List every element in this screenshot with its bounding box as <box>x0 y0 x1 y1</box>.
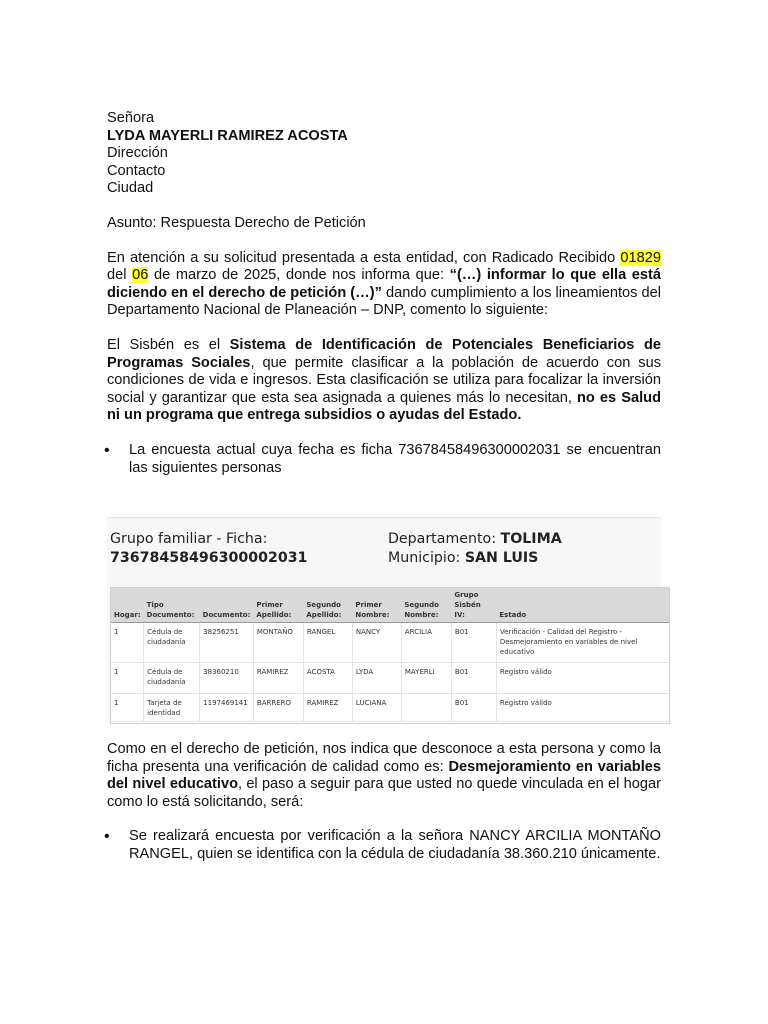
salutation: Señora <box>107 110 155 126</box>
household-table-image <box>107 517 661 724</box>
request-quote: “(…) informar lo que ella está diciendo en el derecho de petición (…)” <box>107 267 662 301</box>
bullet-icon: • <box>104 828 110 846</box>
radicado-number: 01829 <box>620 249 661 266</box>
table-row: 1 Cédula de ciudadanía 38256251 MONTAÑO RANGEL NANCY ARCILIA B01 Verificación - Calidad del Registro - Desmejoramiento en variables de nivel educativo <box>111 623 669 663</box>
letter-body-continued <box>104 741 662 864</box>
contact-line: Contacto <box>107 162 166 179</box>
address-line: Dirección <box>107 145 168 162</box>
subject-line: Asunto: Respuesta Derecho de Petición <box>107 214 366 231</box>
table-row: 1 Cédula de ciudadanía 38360210 RAMIREZ ACOSTA LYDA MAYERLI B01 Registro válido <box>111 663 669 694</box>
ficha-number: 73678458496300002031 <box>110 550 308 566</box>
location-header: Departamento: TOLIMA Municipio: SAN LUIS <box>388 531 562 566</box>
paragraph-request: En atención a su solicitud presentada a esta entidad, con Radicado Recibido 01829 del 06 de marzo de 2025, donde nos informa que: “(…) informar lo que ella está diciendo en el derecho de petición (…)” dando cumplimiento a los lineamientos del Departamento Nacional de Planeación – DNP, comento lo siguiente: <box>107 249 662 319</box>
household-table <box>110 587 670 724</box>
column-header: Estado <box>496 588 669 623</box>
column-header: Primer Nombre: <box>352 588 401 623</box>
bullet-survey: • La encuesta actual cuya fecha es ficha 73678458496300002031 se encuentran las siguientes personas <box>104 441 661 476</box>
city-line: Ciudad <box>107 180 154 197</box>
column-header: Tipo Documento: <box>144 588 200 623</box>
bullet-verification: • Se realizará encuesta por verificación a la señora NANCY ARCILIA MONTAÑO RANGEL, quien se identifica con la cédula de ciudadanía 38.360.210 únicamente. <box>104 828 661 862</box>
paragraph-sisben: El Sisbén es el Sistema de Identificación de Potenciales Beneficiarios de Programas Sociales, que permite clasificar a la población de acuerdo con sus condiciones de vida e ingresos. Esta clasificación se utiliza para focalizar la inversión social y garantizar que esta sea asignada a quienes más lo necesitan, no es Salud ni un programa que entrega subsidios o ayudas del Estado. <box>107 336 661 424</box>
letter-body <box>104 110 662 477</box>
column-header: Hogar: <box>111 588 144 623</box>
column-header: Segundo Nombre: <box>401 588 451 623</box>
recipient-name: LYDA MAYERLI RAMIREZ ACOSTA <box>107 127 348 144</box>
table-header-row <box>111 588 669 623</box>
column-header: Primer Apellido: <box>253 588 303 623</box>
group-header: Grupo familiar - Ficha: 73678458496300002031 <box>110 531 308 566</box>
column-header: Segundo Apellido: <box>303 588 352 623</box>
column-header: Grupo Sisbén IV: <box>451 588 496 623</box>
paragraph-next-step: Como en el derecho de petición, nos indica que desconoce a esta persona y como la ficha presenta una verificación de calidad como es: Desmejoramiento en variables del nivel educativo, el paso a seguir para que usted no quede vinculada en el hogar como lo está solicitando, será: <box>107 741 662 810</box>
table-row: 1 Tarjeta de identidad 1197469141 BARRERO RAMIREZ LUCIANA B01 Registro válido <box>111 694 669 722</box>
bullet-icon: • <box>104 441 110 459</box>
column-header: Documento: <box>200 588 254 623</box>
request-day: 06 <box>132 267 149 284</box>
